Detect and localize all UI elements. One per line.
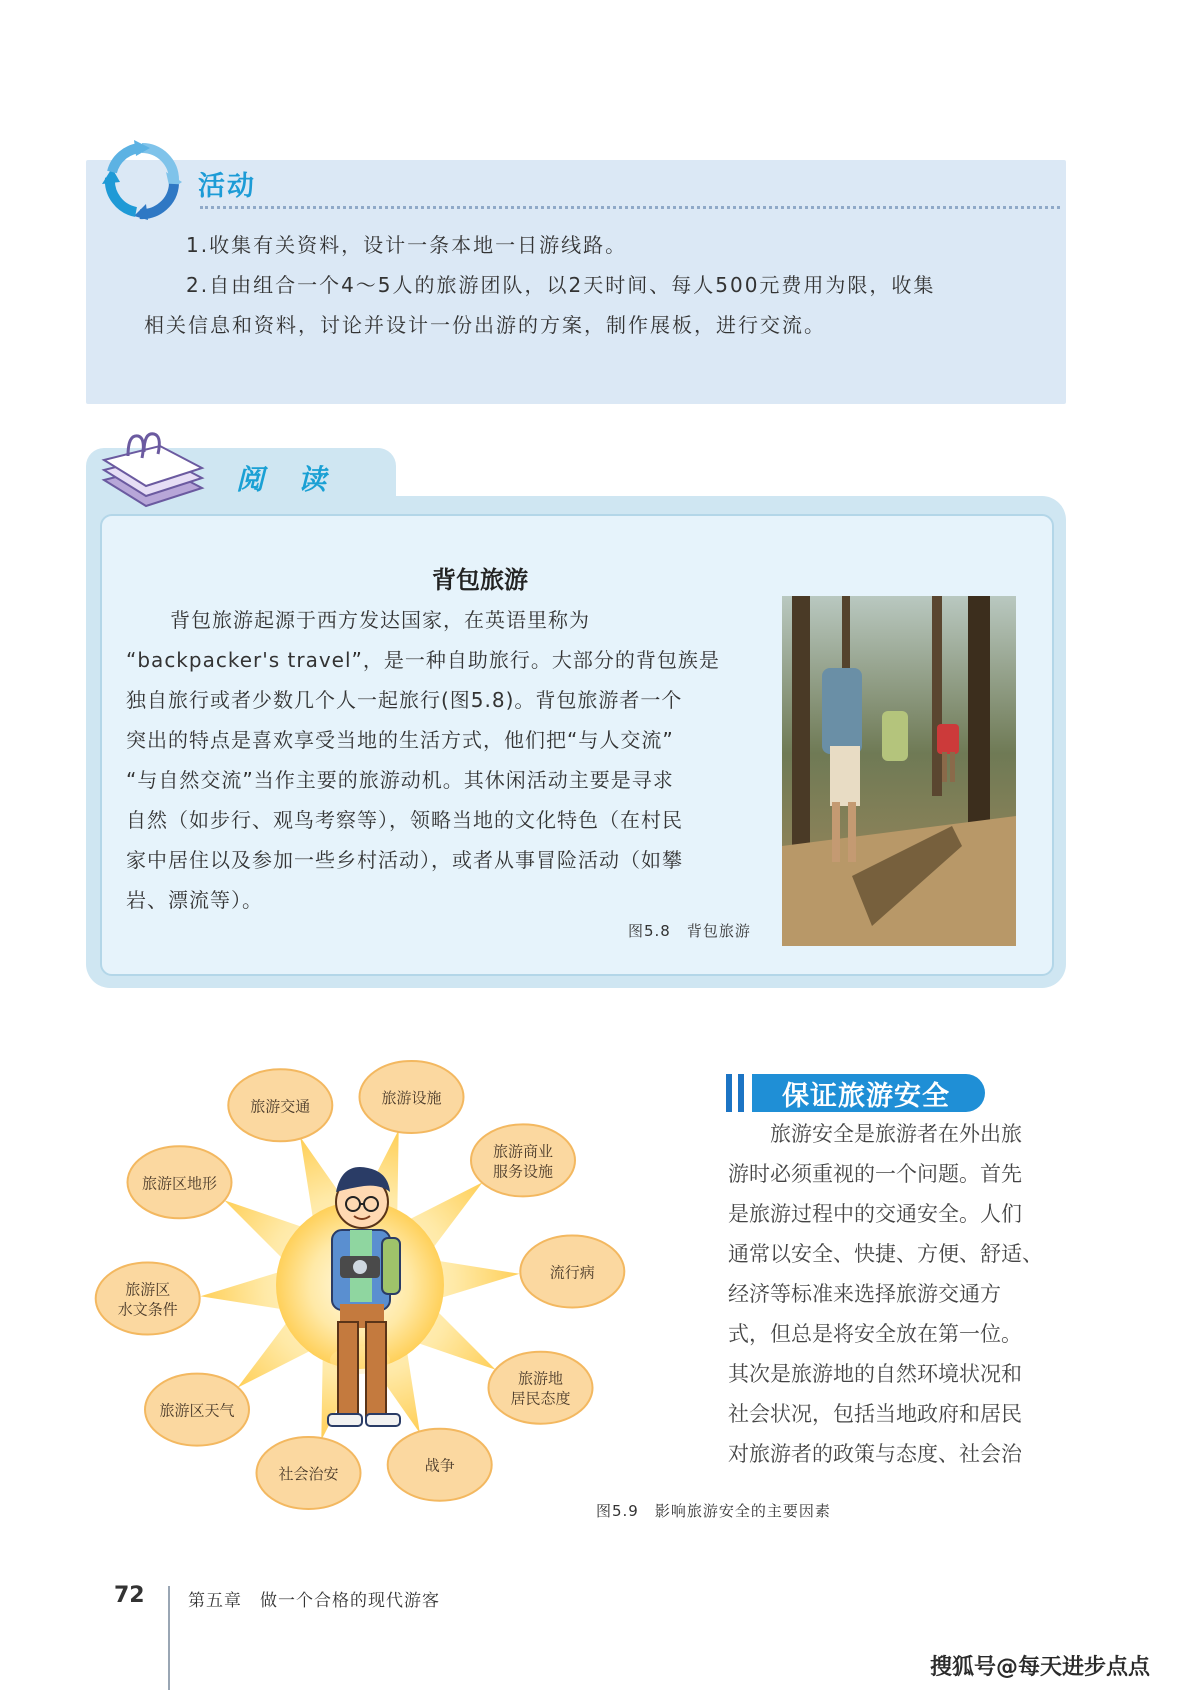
factor-label: 水文条件	[117, 1300, 178, 1319]
factor-bubble	[257, 1437, 361, 1509]
factor-bubble	[145, 1374, 249, 1446]
factor-label: 居民态度	[510, 1389, 571, 1408]
safety-line: 对旅游者的政策与态度、社会治	[728, 1442, 1022, 1466]
safety-line: 经济等标准来选择旅游交通方	[728, 1282, 1001, 1306]
activity-cycle-icon	[100, 140, 184, 220]
page-number: 72	[114, 1583, 145, 1608]
factor-bubble	[489, 1352, 593, 1424]
safety-line: 是旅游过程中的交通安全。人们	[728, 1202, 1022, 1226]
factor-label: 流行病	[549, 1263, 595, 1282]
factor-label: 旅游区天气	[159, 1401, 235, 1420]
factor-bubble	[96, 1263, 200, 1335]
safety-line: 游时必须重视的一个问题。首先	[728, 1162, 1022, 1186]
factor-label: 社会治安	[278, 1465, 339, 1483]
diagram-caption: 图5.9 影响旅游安全的主要因素	[596, 1502, 831, 1520]
article-body	[126, 600, 776, 920]
safety-body	[728, 1114, 1068, 1474]
factor-label: 旅游交通	[250, 1097, 311, 1116]
dotted-divider	[200, 206, 1060, 209]
article-line: 独自旅行或者少数几个人一起旅行(图5.8)。背包旅游者一个	[126, 688, 683, 712]
activity-item-2-cont: 相关信息和资料，讨论并设计一份出游的方案，制作展板，进行交流。	[144, 313, 826, 337]
factor-bubble	[520, 1236, 624, 1308]
factor-label: 旅游区	[125, 1280, 171, 1299]
book-stack-icon	[98, 430, 208, 516]
article-line: 自然（如步行、观鸟考察等），领略当地的文化特色（在村民	[126, 808, 683, 832]
factor-bubble	[228, 1069, 332, 1141]
backpacker-photo	[782, 596, 1016, 946]
footer-divider	[168, 1586, 170, 1690]
reading-label: 阅读	[236, 463, 361, 496]
activity-item-2: 2.自由组合一个4～5人的旅游团队，以2天时间、每人500元费用为限，收集	[186, 273, 936, 297]
safety-line: 通常以安全、快捷、方便、舒适、	[728, 1242, 1043, 1266]
section-heading: 保证旅游安全	[782, 1081, 950, 1112]
factor-label: 服务设施	[492, 1162, 554, 1181]
safety-line: 式，但总是将安全放在第一位。	[728, 1322, 1022, 1346]
article-line: 家中居住以及参加一些乡村活动），或者从事冒险活动（如攀	[126, 848, 683, 872]
safety-line: 旅游安全是旅游者在外出旅	[728, 1122, 1022, 1146]
factor-bubble	[360, 1061, 464, 1133]
article-title: 背包旅游	[432, 565, 528, 594]
factor-bubble	[471, 1124, 575, 1196]
article-line: 岩、漂流等）。	[126, 888, 263, 912]
factor-label: 旅游地	[517, 1369, 564, 1388]
factor-bubble	[128, 1146, 232, 1218]
article-line: 背包旅游起源于西方发达国家，在英语里称为	[170, 608, 590, 632]
article-line: 突出的特点是喜欢享受当地的生活方式，他们把“与人交流”	[126, 728, 674, 752]
factor-label: 战争	[424, 1456, 455, 1475]
article-line: “backpacker's travel”，是一种自助旅行。大部分的背包族是	[126, 648, 720, 672]
activity-title: 活动	[198, 171, 256, 202]
factor-label: 旅游商业	[492, 1142, 554, 1161]
factor-bubble	[388, 1429, 492, 1501]
safety-line: 社会状况，包括当地政府和居民	[728, 1402, 1022, 1426]
photo-caption: 图5.8 背包旅游	[628, 922, 751, 940]
activity-item-1: 1.收集有关资料，设计一条本地一日游线路。	[186, 233, 628, 257]
factor-label: 旅游区地形	[141, 1174, 218, 1193]
safety-factors-diagram	[70, 1060, 690, 1530]
article-line: “与自然交流”当作主要的旅游动机。其休闲活动主要是寻求	[126, 768, 674, 792]
chapter-title: 第五章 做一个合格的现代游客	[188, 1591, 440, 1611]
safety-line: 其次是旅游地的自然环境状况和	[728, 1362, 1022, 1386]
watermark: 搜狐号@每天进步点点	[930, 1655, 1151, 1680]
factor-label: 旅游设施	[381, 1089, 442, 1107]
